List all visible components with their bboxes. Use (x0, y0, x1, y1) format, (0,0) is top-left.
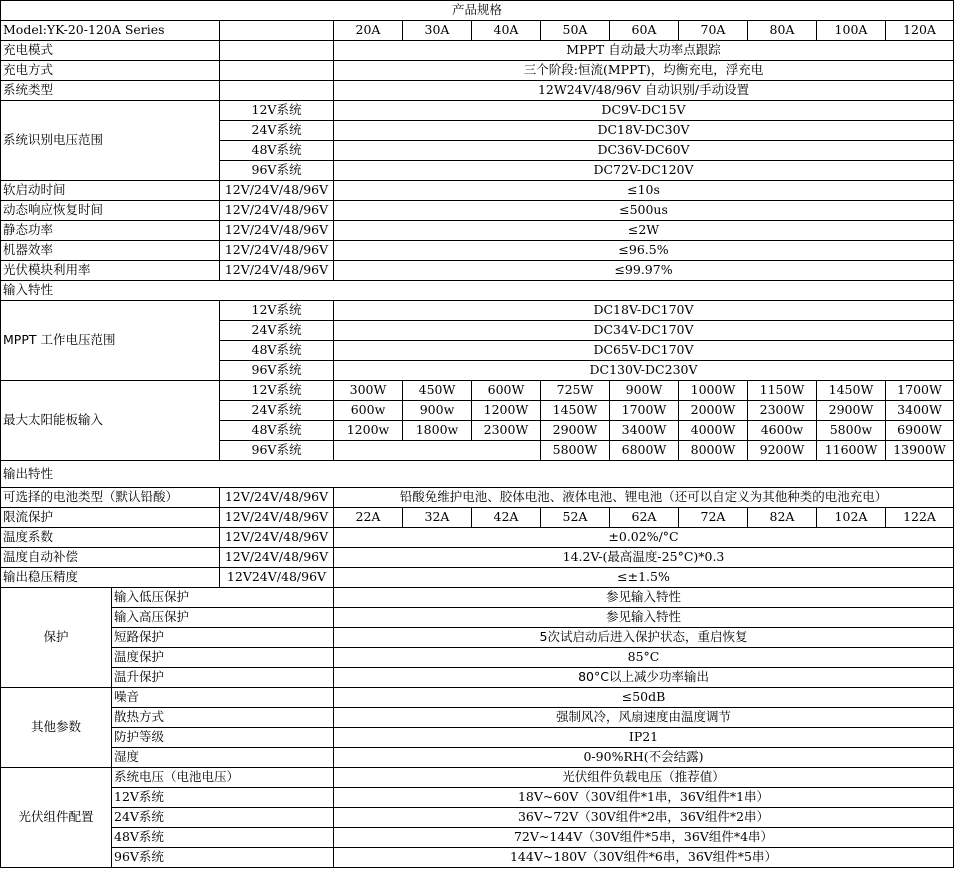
row-label: 动态响应恢复时间 (1, 201, 220, 221)
row-label: 温度自动补偿 (1, 548, 220, 568)
current-header: 120A (886, 21, 954, 41)
system-cell: 12V/24V/48/96V (220, 221, 334, 241)
table-row (1, 728, 954, 748)
group-label: 其他参数 (1, 688, 112, 768)
limit-cell: 22A (334, 508, 403, 528)
row-label: 充电方式 (1, 61, 220, 81)
row-value: 参见输入特性 (334, 608, 954, 628)
table-row (1, 488, 954, 508)
table-row (1, 221, 954, 241)
current-header: 20A (334, 21, 403, 41)
table-row (1, 748, 954, 768)
power-cell: 3400W (886, 401, 954, 421)
power-cell: 725W (541, 381, 610, 401)
system-cell: 12V/24V/48/96V (220, 488, 334, 508)
row-value: ≤99.97% (334, 261, 954, 281)
group-label: 光伏组件配置 (1, 768, 112, 868)
item-label: 48V系统 (112, 828, 334, 848)
power-cell: 1700W (610, 401, 679, 421)
row-value: 80°C以上减少功率输出 (334, 668, 954, 688)
table-row (1, 201, 954, 221)
table-row (1, 848, 954, 868)
limit-cell: 122A (886, 508, 954, 528)
row-label: MPPT 工作电压范围 (1, 301, 220, 381)
power-cell: 13900W (886, 441, 954, 461)
power-cell: 6800W (610, 441, 679, 461)
current-header: 70A (679, 21, 748, 41)
power-cell: 11600W (817, 441, 886, 461)
section-heading: 输出特性 (1, 461, 954, 488)
item-label: 防护等级 (112, 728, 334, 748)
system-cell: 12V系统 (220, 381, 334, 401)
section-heading: 输入特性 (1, 281, 954, 301)
table-row (1, 628, 954, 648)
current-header: 30A (403, 21, 472, 41)
table-row (1, 528, 954, 548)
limit-cell: 82A (748, 508, 817, 528)
item-label: 系统电压（电池电压） (112, 768, 334, 788)
table-row (1, 668, 954, 688)
table-row (1, 41, 954, 61)
row-label: 系统类型 (1, 81, 220, 101)
row-label: 机器效率 (1, 241, 220, 261)
table-row (1, 381, 954, 401)
power-cell: 3400W (610, 421, 679, 441)
empty-cell (220, 61, 334, 81)
row-value: 72V~144V（30V组件*5串，36V组件*4串） (334, 828, 954, 848)
row-value: DC36V-DC60V (334, 141, 954, 161)
row-value: 14.2V-(最高温度-25°C)*0.3 (334, 548, 954, 568)
row-value: 36V~72V（30V组件*2串，36V组件*2串） (334, 808, 954, 828)
power-cell: 900W (610, 381, 679, 401)
system-cell: 24V系统 (220, 121, 334, 141)
power-cell: 1000W (679, 381, 748, 401)
empty-cell (220, 41, 334, 61)
item-label: 96V系统 (112, 848, 334, 868)
table-row (1, 81, 954, 101)
power-cell: 1700W (886, 381, 954, 401)
limit-cell: 72A (679, 508, 748, 528)
limit-cell: 32A (403, 508, 472, 528)
table-row (1, 61, 954, 81)
row-value: ≤50dB (334, 688, 954, 708)
table-row (1, 548, 954, 568)
current-header: 60A (610, 21, 679, 41)
table-row (1, 608, 954, 628)
system-cell: 12V系统 (220, 101, 334, 121)
system-cell: 12V24V/48/96V (220, 568, 334, 588)
row-label: 静态功率 (1, 221, 220, 241)
row-value: DC18V-DC170V (334, 301, 954, 321)
current-header: 100A (817, 21, 886, 41)
row-value: DC65V-DC170V (334, 341, 954, 361)
power-cell: 900w (403, 401, 472, 421)
item-label: 湿度 (112, 748, 334, 768)
system-cell: 12V/24V/48/96V (220, 181, 334, 201)
row-value: DC18V-DC30V (334, 121, 954, 141)
row-value: ≤2W (334, 221, 954, 241)
power-cell: 4000W (679, 421, 748, 441)
empty-cell (334, 441, 541, 461)
row-value: ≤96.5% (334, 241, 954, 261)
row-label: 温度系数 (1, 528, 220, 548)
system-cell: 12V/24V/48/96V (220, 201, 334, 221)
power-cell: 450W (403, 381, 472, 401)
system-cell: 12V/24V/48/96V (220, 548, 334, 568)
row-value: DC9V-DC15V (334, 101, 954, 121)
table-row (1, 788, 954, 808)
table-row (1, 508, 954, 528)
system-cell: 12V/24V/48/96V (220, 508, 334, 528)
power-cell: 600w (334, 401, 403, 421)
limit-cell: 52A (541, 508, 610, 528)
row-value: 85°C (334, 648, 954, 668)
group-label: 保护 (1, 588, 112, 688)
row-value: 光伏组件负载电压（推荐值） (334, 768, 954, 788)
power-cell: 1450W (541, 401, 610, 421)
power-cell: 2300W (472, 421, 541, 441)
row-value: 强制风冷，风扇速度由温度调节 (334, 708, 954, 728)
table-row (1, 261, 954, 281)
limit-cell: 102A (817, 508, 886, 528)
empty-cell (220, 81, 334, 101)
table-row (1, 688, 954, 708)
power-cell: 5800W (541, 441, 610, 461)
system-cell: 12V/24V/48/96V (220, 241, 334, 261)
row-value: ±0.02%/°C (334, 528, 954, 548)
row-label: 输出稳压精度 (1, 568, 220, 588)
row-value: DC130V-DC230V (334, 361, 954, 381)
power-cell: 1800w (403, 421, 472, 441)
row-label: 光伏模块利用率 (1, 261, 220, 281)
power-cell: 4600w (748, 421, 817, 441)
current-header: 40A (472, 21, 541, 41)
current-header: 80A (748, 21, 817, 41)
system-cell: 48V系统 (220, 341, 334, 361)
table-row (1, 301, 954, 321)
row-value: ≤10s (334, 181, 954, 201)
power-cell: 2300W (748, 401, 817, 421)
row-value: 12W24V/48/96V 自动识别/手动设置 (334, 81, 954, 101)
model-label: Model:YK-20-120A Series (1, 21, 220, 41)
power-cell: 300W (334, 381, 403, 401)
section-row (1, 461, 954, 488)
system-cell: 12V/24V/48/96V (220, 528, 334, 548)
power-cell: 600W (472, 381, 541, 401)
table-row (1, 101, 954, 121)
power-cell: 2900W (817, 401, 886, 421)
row-label: 可选择的电池类型（默认铅酸） (1, 488, 220, 508)
power-cell: 2000W (679, 401, 748, 421)
item-label: 温度保护 (112, 648, 334, 668)
row-label: 充电模式 (1, 41, 220, 61)
empty-cell (220, 21, 334, 41)
row-value: 5次试启动后进入保护状态，重启恢复 (334, 628, 954, 648)
table-row (1, 648, 954, 668)
table-title: 产品规格 (1, 1, 954, 21)
row-value: 三个阶段:恒流(MPPT)，均衡充电，浮充电 (334, 61, 954, 81)
row-value: DC34V-DC170V (334, 321, 954, 341)
row-label: 系统识别电压范围 (1, 101, 220, 181)
power-cell: 1150W (748, 381, 817, 401)
row-value: IP21 (334, 728, 954, 748)
table-row (1, 241, 954, 261)
power-cell: 1200W (472, 401, 541, 421)
row-label: 软启动时间 (1, 181, 220, 201)
limit-cell: 62A (610, 508, 679, 528)
row-label: 最大太阳能板输入 (1, 381, 220, 461)
row-value: 铅酸免维护电池、胶体电池、液体电池、锂电池（还可以自定义为其他种类的电池充电） (334, 488, 954, 508)
system-cell: 48V系统 (220, 141, 334, 161)
power-cell: 5800w (817, 421, 886, 441)
item-label: 散热方式 (112, 708, 334, 728)
table-row (1, 181, 954, 201)
power-cell: 1200w (334, 421, 403, 441)
system-cell: 12V/24V/48/96V (220, 261, 334, 281)
table-row (1, 568, 954, 588)
system-cell: 96V系统 (220, 441, 334, 461)
section-row (1, 281, 954, 301)
table-row (1, 808, 954, 828)
item-label: 短路保护 (112, 628, 334, 648)
table-row (1, 588, 954, 608)
item-label: 24V系统 (112, 808, 334, 828)
item-label: 12V系统 (112, 788, 334, 808)
row-value: 144V~180V（30V组件*6串，36V组件*5串） (334, 848, 954, 868)
row-value: 18V~60V（30V组件*1串，36V组件*1串） (334, 788, 954, 808)
power-cell: 2900W (541, 421, 610, 441)
table-row (1, 768, 954, 788)
power-cell: 1450W (817, 381, 886, 401)
power-cell: 8000W (679, 441, 748, 461)
row-value: ≤500us (334, 201, 954, 221)
current-header: 50A (541, 21, 610, 41)
item-label: 噪音 (112, 688, 334, 708)
model-row (1, 21, 954, 41)
system-cell: 48V系统 (220, 421, 334, 441)
system-cell: 24V系统 (220, 321, 334, 341)
row-value: 参见输入特性 (334, 588, 954, 608)
row-value: DC72V-DC120V (334, 161, 954, 181)
row-value: MPPT 自动最大功率点跟踪 (334, 41, 954, 61)
system-cell: 12V系统 (220, 301, 334, 321)
system-cell: 24V系统 (220, 401, 334, 421)
power-cell: 6900W (886, 421, 954, 441)
item-label: 输入高压保护 (112, 608, 334, 628)
system-cell: 96V系统 (220, 361, 334, 381)
item-label: 输入低压保护 (112, 588, 334, 608)
power-cell: 9200W (748, 441, 817, 461)
table-row (1, 828, 954, 848)
row-value: 0-90%RH(不会结露) (334, 748, 954, 768)
table-row (1, 708, 954, 728)
row-label: 限流保护 (1, 508, 220, 528)
row-value: ≤±1.5% (334, 568, 954, 588)
item-label: 温升保护 (112, 668, 334, 688)
system-cell: 96V系统 (220, 161, 334, 181)
limit-cell: 42A (472, 508, 541, 528)
